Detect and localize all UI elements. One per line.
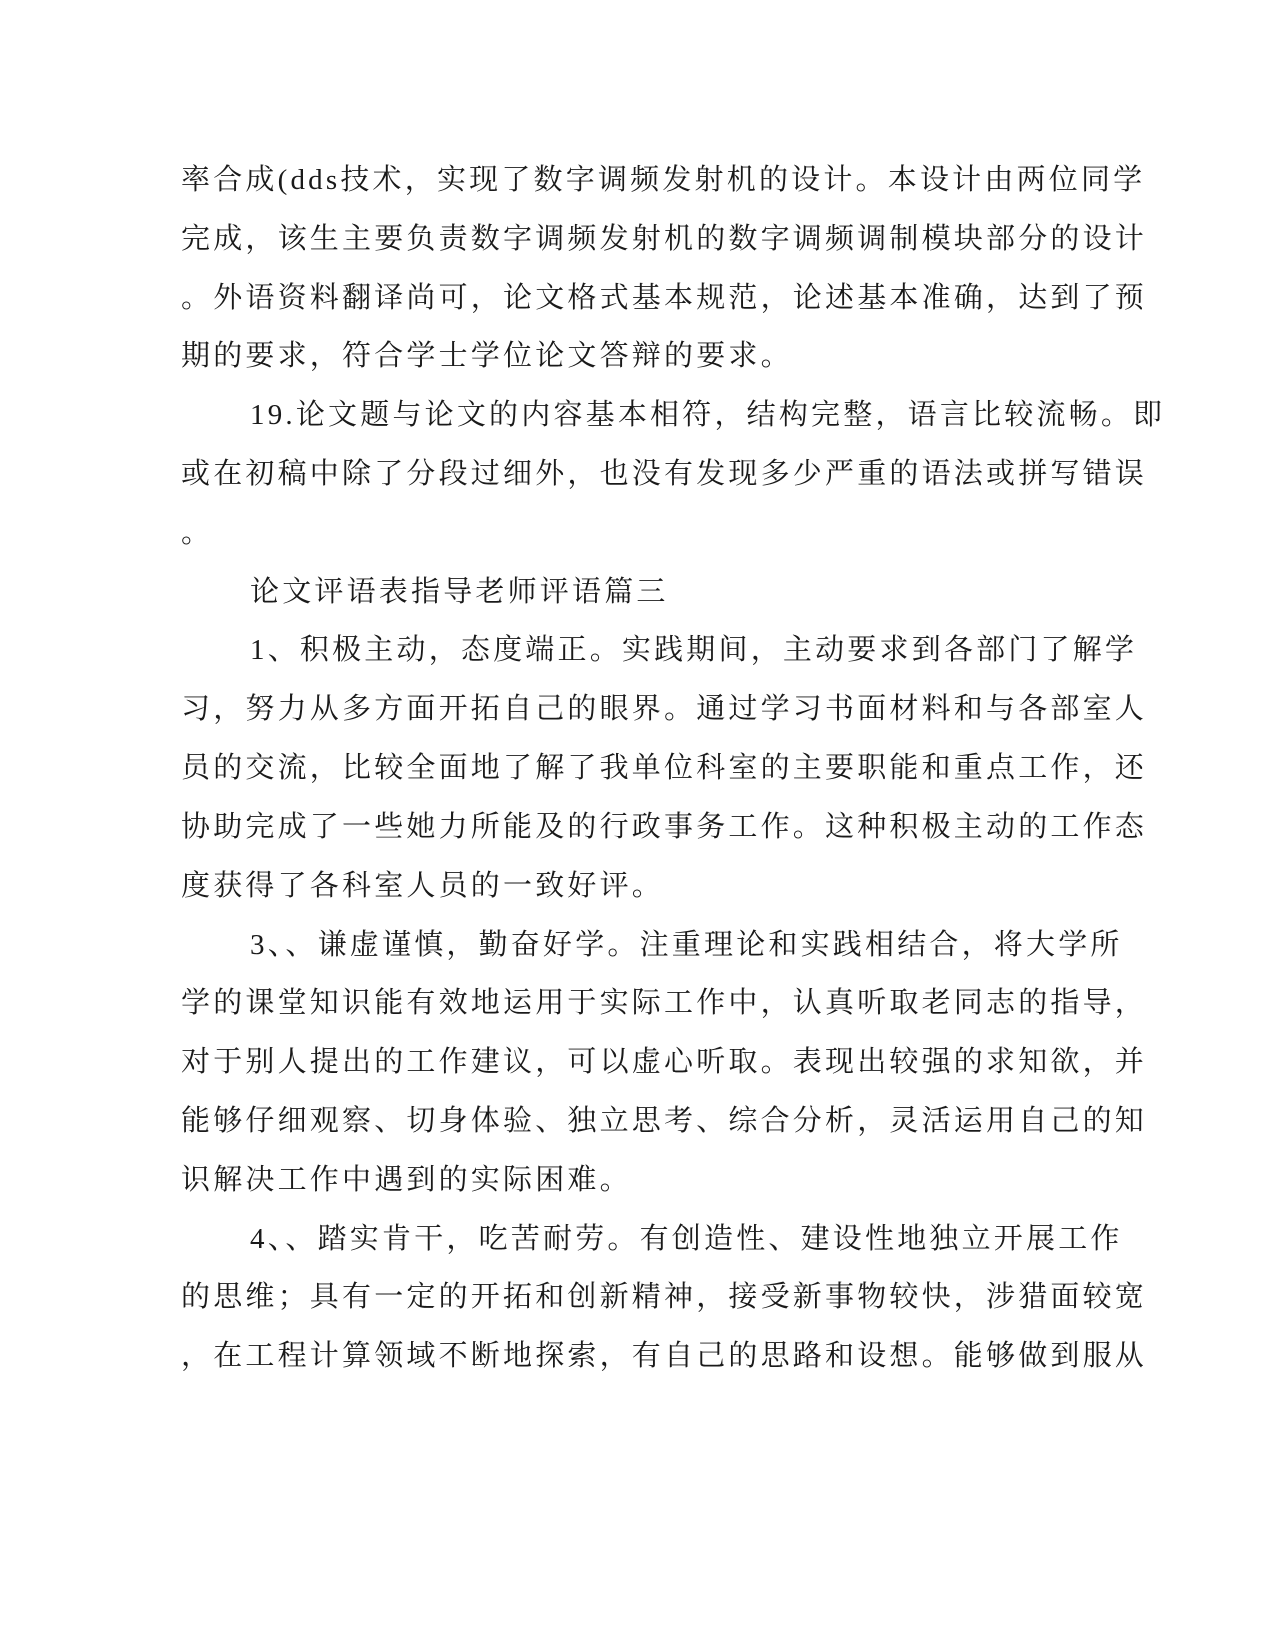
text-line: 习，努力从多方面开拓自己的眼界。通过学习书面材料和与各部室人 [181, 693, 1148, 725]
text-line: 4、、踏实肯干，吃苦耐劳。有创造性、建设性地独立开展工作 [250, 1223, 1123, 1255]
text-line: 对于别人提出的工作建议，可以虚心听取。表现出较强的求知欲，并 [181, 1046, 1148, 1078]
text-line: 完成，该生主要负责数字调频发射机的数字调频调制模块部分的设计 [181, 223, 1148, 255]
text-line: 19.论文题与论文的内容基本相符，结构完整，语言比较流畅。即 [250, 399, 1166, 431]
section-heading: 论文评语表指导老师评语篇三 [250, 576, 669, 608]
text-line: 员的交流，比较全面地了解了我单位科室的主要职能和重点工作，还 [181, 752, 1148, 784]
text-line: 期的要求，符合学士学位论文答辩的要求。 [181, 340, 793, 372]
text-line: 。外语资料翻译尚可，论文格式基本规范，论述基本准确，达到了预 [181, 282, 1148, 314]
text-line: 度获得了各科室人员的一致好评。 [181, 870, 665, 902]
text-line: 3、、谦虚谨慎，勤奋好学。注重理论和实践相结合，将大学所 [250, 929, 1123, 961]
text-line: 的思维；具有一定的开拓和创新精神，接受新事物较快，涉猎面较宽 [181, 1281, 1148, 1313]
text-line: 能够仔细观察、切身体验、独立思考、综合分析，灵活运用自己的知 [181, 1105, 1148, 1137]
text-line: 协助完成了一些她力所能及的行政事务工作。这种积极主动的工作态 [181, 811, 1148, 843]
text-line: 1、积极主动，态度端正。实践期间，主动要求到各部门了解学 [250, 634, 1138, 666]
text-line: 识解决工作中遇到的实际困难。 [181, 1164, 632, 1196]
text-line: 学的课堂知识能有效地运用于实际工作中，认真听取老同志的指导， [181, 987, 1148, 1019]
text-line: ，在工程计算领域不断地探索，有自己的思路和设想。能够做到服从 [181, 1340, 1148, 1372]
text-line: 。 [181, 517, 214, 549]
text-line: 或在初稿中除了分段过细外，也没有发现多少严重的语法或拼写错误 [181, 458, 1148, 490]
text-line: 率合成(dds技术，实现了数字调频发射机的设计。本设计由两位同学 [181, 164, 1146, 196]
